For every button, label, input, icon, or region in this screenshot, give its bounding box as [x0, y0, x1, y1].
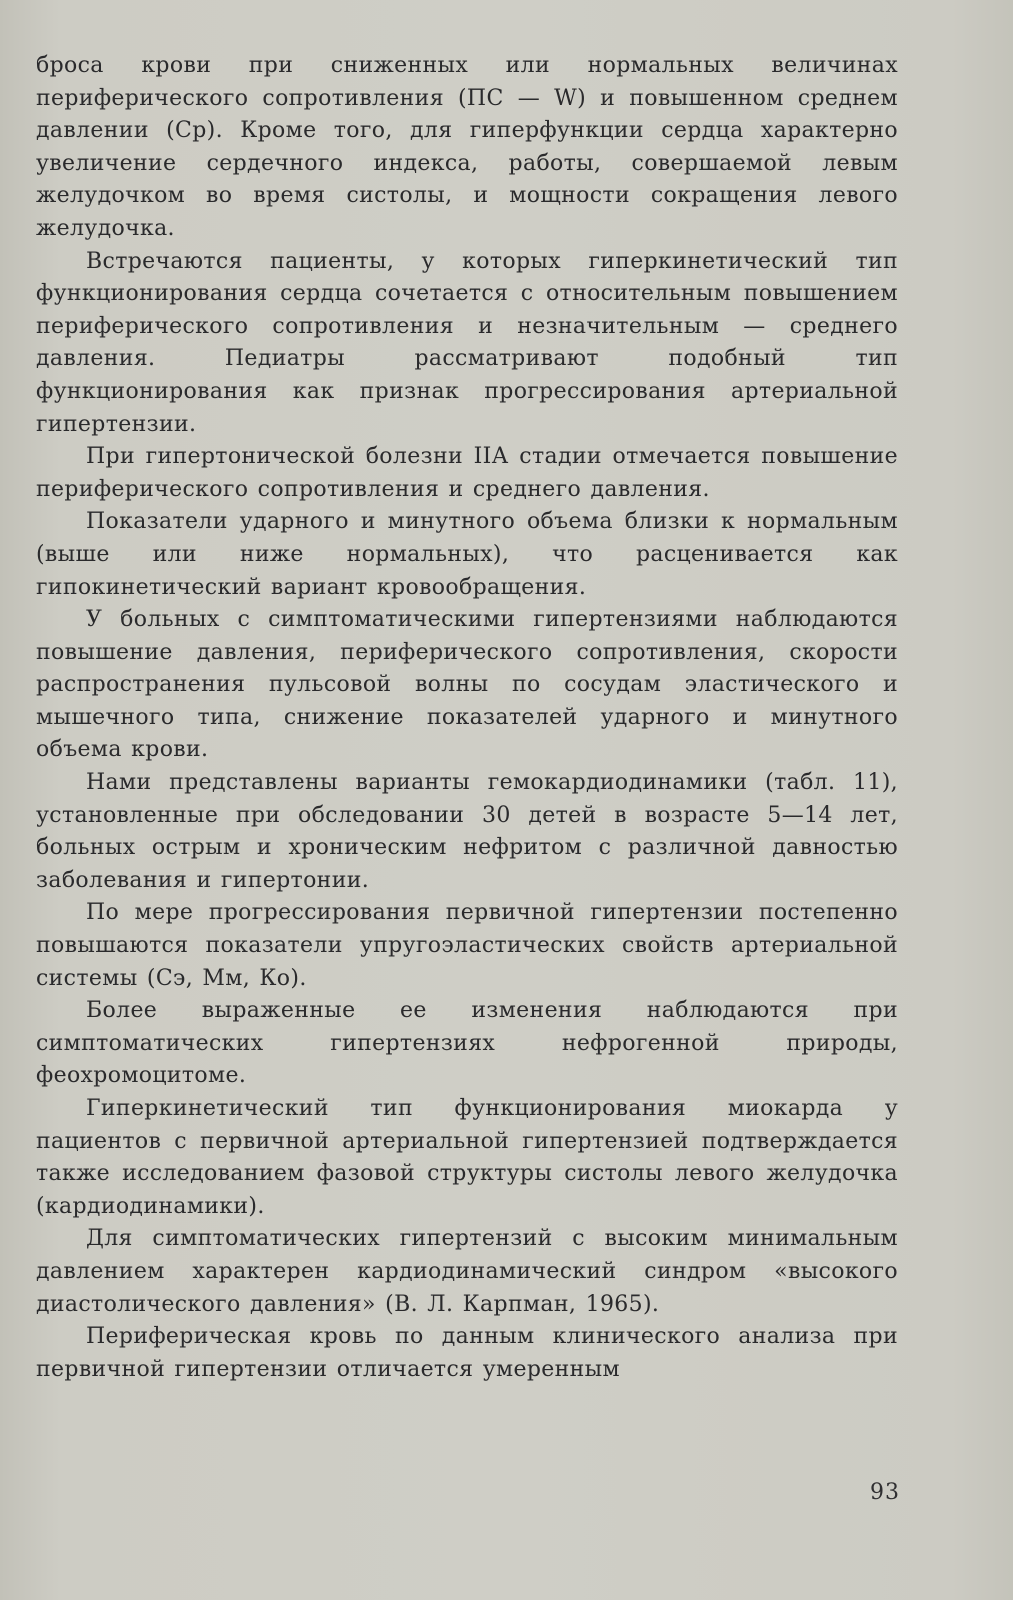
paragraph-1: броса крови при сниженных или нормальных величинах периферического сопротивления (ПС — W) и повышенном среднем давлении (Ср). Кроме того, для гиперфункции сердца характерно увеличение сердечного индекса, работы, совершаемой левым желудочком во время систолы, и мощности сокращения левого желудочка. — [36, 53, 898, 241]
paragraph-5: У больных с симптоматическими гипертензиями наблюдаются повышение давления, периферического сопротивления, скорости распространения пульсовой волны по сосудам эластического и мышечного типа, снижение показателей ударного и минутного объема крови. — [36, 607, 898, 763]
paragraph-3: При гипертонической болезни IIА стадии отмечается повышение периферического сопротивления и среднего давления. — [36, 444, 898, 502]
paragraph-2: Встречаются пациенты, у которых гиперкинетический тип функционирования сердца сочетается с относительным повышением периферического сопротивления и незначительным — среднего давления. Педиатры рассматривают подобный тип функционирования как признак прогрессирования артериальной гипертензии. — [36, 248, 898, 437]
page-number: 93 — [870, 1480, 900, 1505]
body-text — [36, 50, 898, 1386]
paragraph-11: Периферическая кровь по данным клинического анализа при первичной гипертензии отличается умеренным — [36, 1324, 898, 1382]
paragraph-10: Для симптоматических гипертензий с высоким минимальным давлением характерен кардиодинамический синдром «высокого диастолического давления» (В. Л. Карпман, 1965). — [36, 1226, 898, 1317]
paragraph-4: Показатели ударного и минутного объема близки к нормальным (выше или ниже нормальных), что расценивается как гипокинетический вариант кровообращения. — [36, 509, 898, 600]
paragraph-6: Нами представлены варианты гемокардиодинамики (табл. 11), установленные при обследовании 30 детей в возрасте 5—14 лет, больных острым и хроническим нефритом с различной давностью заболевания и гипертонии. — [36, 770, 898, 893]
paragraph-9: Гиперкинетический тип функционирования миокарда у пациентов с первичной артериальной гипертензией подтверждается также исследованием фазовой структуры систолы левого желудочка (кардиодинамики). — [36, 1096, 898, 1219]
paragraph-8: Более выраженные ее изменения наблюдаются при симптоматических гипертензиях нефрогенной природы, феохромоцитоме. — [36, 998, 898, 1089]
paragraph-7: По мере прогрессирования первичной гипертензии постепенно повышаются показатели упругоэластических свойств артериальной системы (Сэ, Мм, Ко). — [36, 900, 898, 991]
